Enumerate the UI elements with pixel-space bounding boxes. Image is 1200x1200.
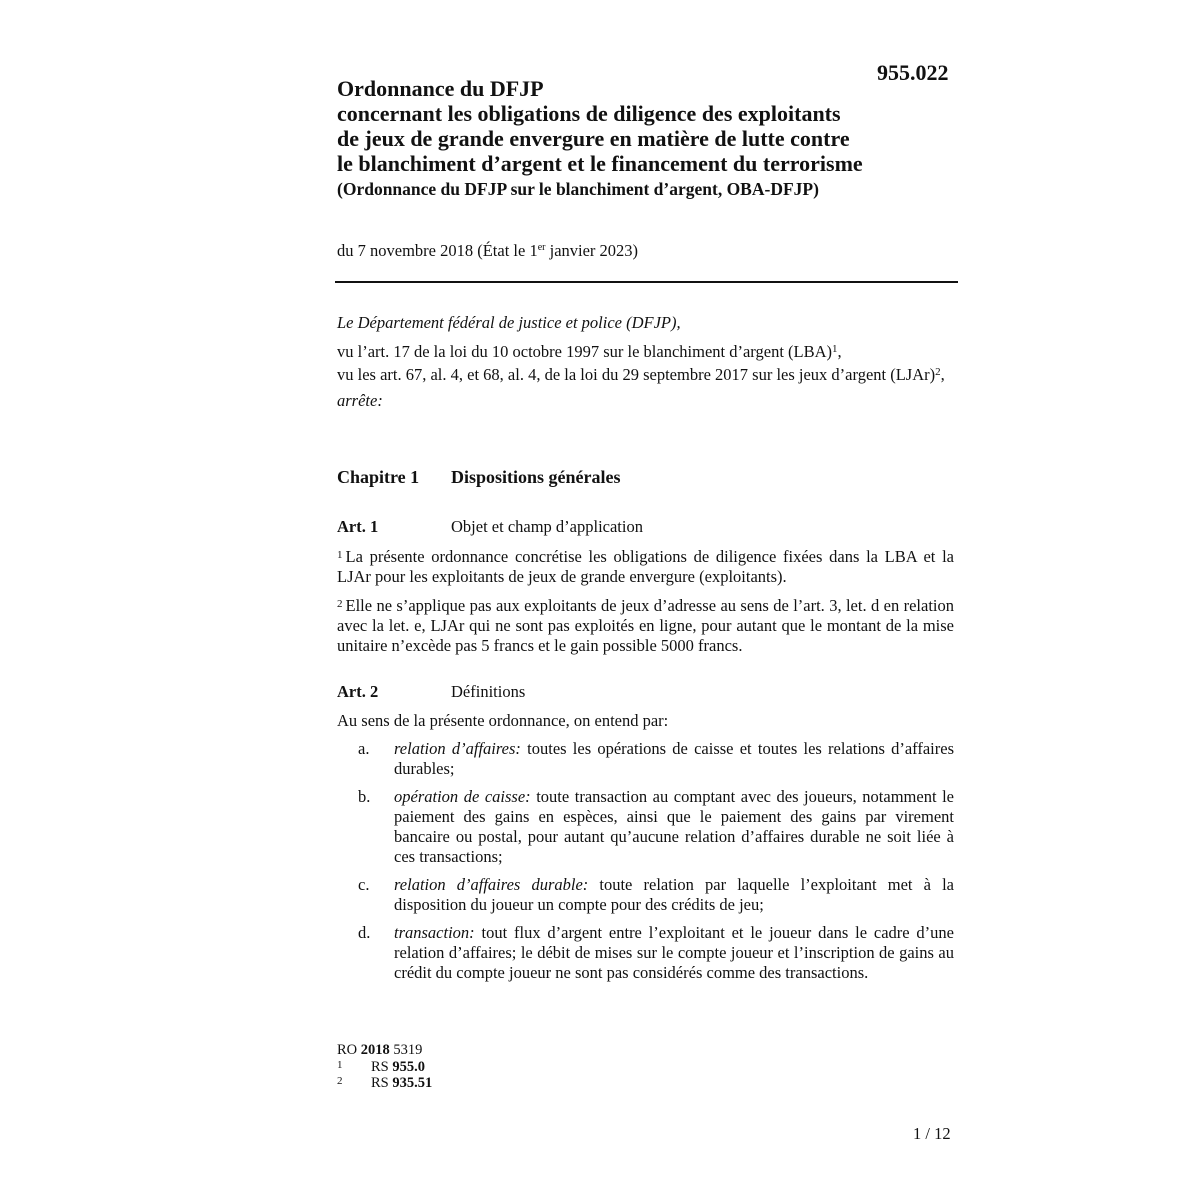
article-2-intro: Au sens de la présente ordonnance, on entend par: (337, 711, 669, 730)
article-1-paragraph-2 (337, 594, 954, 656)
definition-item (337, 923, 954, 983)
paragraph-number: 2 (337, 598, 343, 610)
ro-page: 5319 (389, 1042, 423, 1058)
footnote-ref[interactable]: 935.51 (392, 1075, 433, 1091)
definition-text: toute transaction au comptant avec des joueurs, notamment le paiement des gains en espèces, ainsi que le paiement des gains par virement bancaire ou postal, pour autant qu’aucune relation d’affaires durable ne soit liée à ces transactions; (394, 787, 954, 866)
footnotes (337, 1042, 433, 1091)
definition-letter: c. (358, 875, 370, 894)
footnote-ref-2[interactable]: 2 (935, 366, 941, 378)
preamble-line-text: vu l’art. 17 de la loi du 10 octobre 1997 sur le blanchiment d’argent (LBA) (337, 342, 833, 361)
preamble (337, 313, 957, 417)
sr-number: 955.022 (877, 60, 949, 85)
article-number: Art. 1 (337, 517, 379, 536)
document-date (337, 241, 638, 261)
footnote-ref[interactable]: 955.0 (392, 1059, 425, 1075)
footnote-ref-1[interactable]: 1 (832, 343, 838, 355)
title-line: le blanchiment d’argent et le financement du terrorisme (337, 151, 863, 176)
title-line: concernant les obligations de diligence des exploitants (337, 101, 841, 126)
preamble-decree: arrête: (337, 391, 383, 410)
article-title: Objet et champ d’application (451, 517, 643, 536)
date-suffix: janvier 2023) (545, 241, 639, 260)
article-1-heading (337, 517, 643, 537)
definitions-list (337, 739, 954, 991)
article-title: Définitions (451, 682, 526, 701)
preamble-line-lba (337, 339, 957, 362)
preamble-authority: Le Département fédéral de justice et police (DFJP), (337, 313, 681, 332)
page-number: 1 / 12 (913, 1124, 951, 1143)
header-divider (335, 281, 958, 283)
definition-item (337, 875, 954, 915)
definition-text: tout flux d’argent entre l’exploitant et le joueur dans le cadre d’une relation d’affaires; le débit de mises sur le compte joueur et l’inscription de gains au crédit du compte joueur ne sont pas considérés comme des transactions. (394, 923, 954, 982)
definition-item (337, 787, 954, 867)
chapter-title: Dispositions générales (451, 467, 621, 487)
preamble-line-text: vu les art. 67, al. 4, et 68, al. 4, de la loi du 29 septembre 2017 sur les jeux d’argent (LJAr) (337, 365, 936, 384)
definition-term: transaction: (394, 923, 475, 942)
footnote-prefix: RS (371, 1059, 393, 1075)
chapter-heading (337, 467, 621, 488)
date-prefix: du 7 novembre 2018 (État le 1 (337, 241, 538, 260)
definition-letter: a. (358, 739, 370, 758)
paragraph-number: 1 (337, 549, 343, 561)
article-number: Art. 2 (337, 682, 379, 701)
definition-letter: b. (358, 787, 371, 806)
definition-term: opération de caisse: (394, 787, 531, 806)
ro-prefix: RO (337, 1042, 361, 1058)
footnote-1 (337, 1059, 425, 1075)
date-superscript: er (537, 242, 546, 253)
chapter-number: Chapitre 1 (337, 467, 420, 487)
preamble-line-end: , (940, 365, 945, 384)
footnote-text (371, 1075, 432, 1092)
definition-item (337, 739, 954, 779)
paragraph-text: Elle ne s’applique pas aux exploitants de jeux d’adresse au sens de l’art. 3, let. d en relation avec la let. e, LJAr qui ne sont pas exploités en ligne, pour autant que le montant de la mise unitaire n’excède pas 5 francs et le gain possible 5000 francs. (337, 596, 954, 655)
definition-text: toute relation par laquelle l’exploitant met à la disposition du joueur un compte pour des crédits de jeu; (394, 875, 954, 914)
paragraph-text: La présente ordonnance concrétise les obligations de diligence fixées dans la LBA et la LJAr pour les exploitants de jeux de grande envergure (exploitants). (337, 547, 954, 586)
definition-letter: d. (358, 923, 371, 942)
footnote-2 (337, 1075, 433, 1091)
article-1-paragraph-1 (337, 545, 954, 587)
definition-text: toutes les opérations de caisse et toutes les relations d’affaires durables; (394, 739, 954, 778)
footnote-number: 2 (337, 1075, 343, 1087)
definition-term: relation d’affaires: (394, 739, 521, 758)
ro-reference (337, 1042, 422, 1059)
document-title (337, 76, 957, 176)
footnote-text (371, 1059, 425, 1076)
ro-year: 2018 (360, 1042, 390, 1058)
footnote-number: 1 (337, 1059, 343, 1071)
title-line: de jeux de grande envergure en matière de lutte contre (337, 126, 850, 151)
preamble-line-ljar (337, 362, 957, 385)
preamble-line-end: , (837, 342, 842, 361)
document-subtitle: (Ordonnance du DFJP sur le blanchiment d’argent, OBA-DFJP) (337, 179, 819, 199)
title-line: Ordonnance du DFJP (337, 76, 544, 101)
article-2-heading (337, 682, 526, 702)
definition-term: relation d’affaires durable: (394, 875, 589, 894)
footnote-prefix: RS (371, 1075, 393, 1091)
